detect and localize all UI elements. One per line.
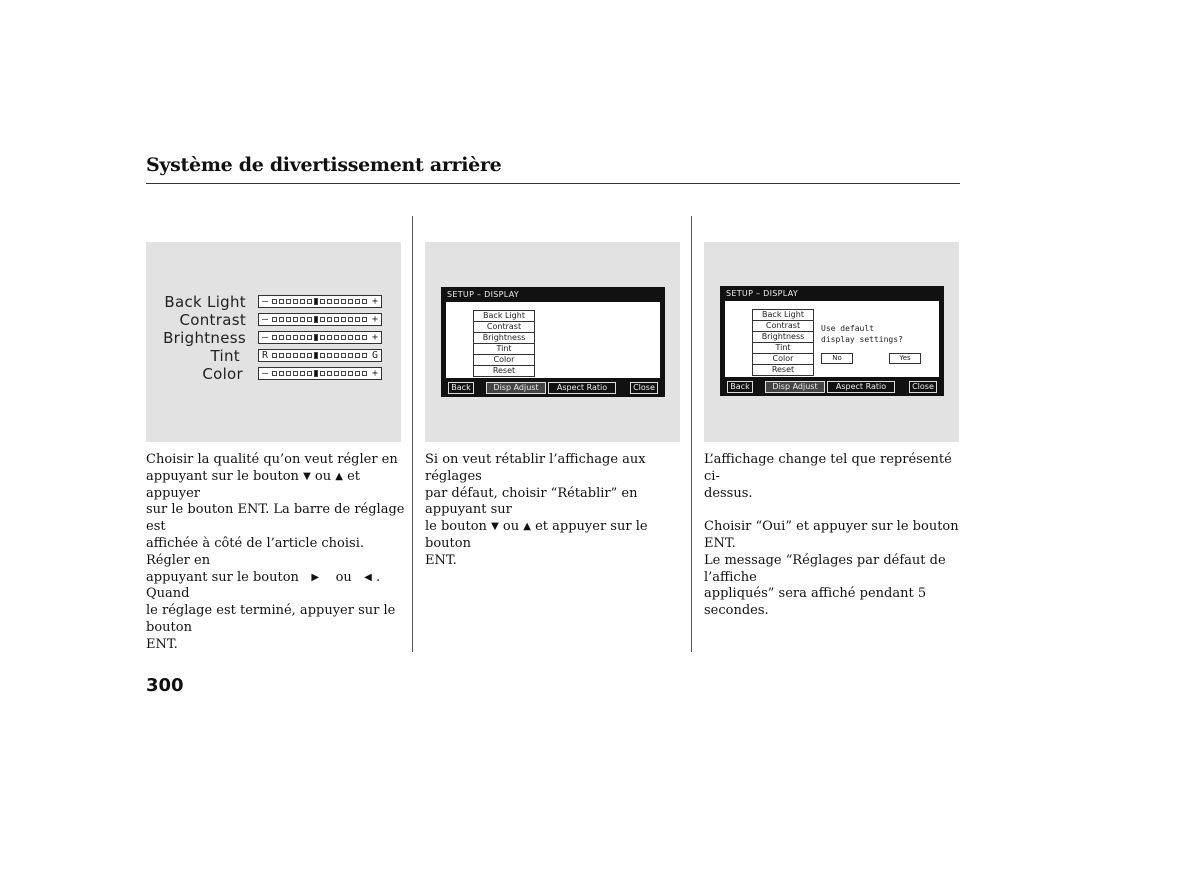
softkey-bar bbox=[446, 382, 660, 394]
adjust-label: Contrast bbox=[179, 311, 246, 329]
bar-right-symbol: + bbox=[371, 314, 379, 325]
text-line: Choisir “Oui” et appuyer sur le bouton ENT. bbox=[704, 519, 959, 551]
column-divider-1 bbox=[412, 216, 413, 652]
menu-item-reset[interactable]: Reset bbox=[492, 366, 516, 375]
instructions-column-3 bbox=[704, 452, 966, 620]
menu-item-reset[interactable]: Reset bbox=[771, 365, 795, 374]
text-fragment: ou bbox=[335, 569, 352, 585]
screen-content bbox=[446, 302, 660, 378]
menu-item-tint[interactable]: Tint bbox=[753, 343, 813, 354]
adjust-bar bbox=[258, 313, 382, 326]
menu-item-color[interactable]: Color bbox=[474, 355, 534, 366]
softkey-back[interactable]: Back bbox=[727, 381, 753, 393]
menu-item-tint[interactable]: Tint bbox=[474, 344, 534, 355]
setup-display-menu-panel bbox=[425, 242, 680, 442]
page-title: Système de divertissement arrière bbox=[146, 154, 502, 176]
bar-right-symbol: + bbox=[371, 296, 379, 307]
text-line: le réglage est terminé, appuyer sur le bouton bbox=[146, 603, 396, 635]
text-fragment: . Quand bbox=[146, 569, 381, 602]
menu-item-back-light[interactable]: Back Light bbox=[753, 310, 813, 321]
menu-item-back-light[interactable]: Back Light bbox=[474, 311, 534, 322]
instructions-column-1 bbox=[146, 452, 406, 654]
adjust-row-color bbox=[146, 367, 402, 385]
setup-display-screen bbox=[720, 286, 944, 396]
bar-right-symbol: + bbox=[371, 368, 379, 379]
text-fragment: ou bbox=[502, 519, 520, 535]
softkey-close[interactable]: Close bbox=[630, 382, 658, 394]
no-button[interactable]: No bbox=[821, 353, 853, 364]
bar-right-symbol: + bbox=[371, 332, 379, 343]
text-line: affichée à côté de l’article choisi. Régler en bbox=[146, 535, 365, 568]
menu-item-contrast[interactable]: Contrast bbox=[753, 321, 813, 332]
adjust-bar bbox=[258, 349, 382, 362]
up-arrow-icon: ▲ bbox=[523, 521, 531, 533]
text-line bbox=[146, 469, 406, 503]
screen-title: SETUP – DISPLAY bbox=[726, 289, 799, 298]
text-line bbox=[425, 519, 687, 553]
softkey-disp-adjust[interactable]: Disp Adjust bbox=[765, 381, 825, 393]
bar-left-symbol: — bbox=[261, 296, 269, 307]
default-settings-prompt bbox=[821, 323, 931, 345]
default-settings-dialog-panel bbox=[704, 242, 959, 442]
text-line: sur le bouton ENT. La barre de réglage est bbox=[146, 502, 405, 535]
text-line: ENT. bbox=[425, 552, 457, 568]
text-fragment: appuyant sur le bouton bbox=[146, 468, 299, 484]
adjust-label: Brightness bbox=[163, 329, 246, 347]
bar-cells bbox=[272, 371, 368, 377]
text-line: Si on veut rétablir l’affichage aux réglages bbox=[425, 452, 646, 484]
menu-item-contrast[interactable]: Contrast bbox=[474, 322, 534, 333]
softkey-back[interactable]: Back bbox=[448, 382, 474, 394]
instructions-column-2 bbox=[425, 452, 687, 570]
down-arrow-icon: ▼ bbox=[303, 470, 311, 482]
bar-cells bbox=[272, 317, 368, 323]
softkey-aspect-ratio[interactable]: Aspect Ratio bbox=[548, 382, 616, 394]
bar-right-symbol: G bbox=[371, 350, 379, 361]
text-line: dessus. bbox=[704, 485, 753, 501]
text-line: ENT. bbox=[146, 636, 178, 652]
bar-cells bbox=[272, 335, 368, 341]
right-arrow-icon: ▶ bbox=[311, 571, 320, 583]
menu-item-brightness[interactable]: Brightness bbox=[474, 333, 534, 344]
text-line: L’affichage change tel que représenté ci- bbox=[704, 452, 952, 484]
screen-content bbox=[725, 301, 939, 377]
adjust-row-tint bbox=[146, 349, 402, 367]
display-menu bbox=[752, 309, 814, 376]
screen-title: SETUP – DISPLAY bbox=[447, 290, 520, 299]
text-line bbox=[146, 570, 406, 604]
title-rule bbox=[146, 183, 960, 184]
text-fragment: appuyant sur le bouton bbox=[146, 569, 299, 585]
bar-cells bbox=[272, 353, 368, 359]
text-line: par défaut, choisir “Rétablir” en appuyant sur bbox=[425, 485, 638, 518]
softkey-close[interactable]: Close bbox=[909, 381, 937, 393]
adjust-row-brightness bbox=[146, 331, 402, 349]
adjust-bar bbox=[258, 295, 382, 308]
menu-item-color[interactable]: Color bbox=[753, 354, 813, 365]
text-line: Le message “Réglages par défaut de l’affiche bbox=[704, 552, 946, 585]
adjust-bar bbox=[258, 331, 382, 344]
adjust-label: Color bbox=[202, 365, 243, 383]
adjust-label: Tint bbox=[210, 347, 240, 365]
prompt-line: Use default bbox=[821, 324, 874, 333]
page-number: 300 bbox=[146, 675, 184, 696]
setup-display-screen bbox=[441, 287, 665, 397]
adjust-label: Back Light bbox=[164, 293, 246, 311]
display-menu bbox=[473, 310, 535, 377]
menu-item-brightness[interactable]: Brightness bbox=[753, 332, 813, 343]
softkey-aspect-ratio[interactable]: Aspect Ratio bbox=[827, 381, 895, 393]
prompt-line: display settings? bbox=[821, 335, 903, 344]
text-fragment: et appuyer bbox=[146, 468, 361, 501]
down-arrow-icon: ▼ bbox=[491, 521, 499, 533]
column-divider-2 bbox=[691, 216, 692, 652]
bar-left-symbol: R bbox=[261, 350, 269, 361]
left-arrow-icon: ◀ bbox=[364, 571, 372, 583]
up-arrow-icon: ▲ bbox=[335, 470, 343, 482]
bar-left-symbol: — bbox=[261, 332, 269, 343]
text-fragment: et appuyer sur le bouton bbox=[425, 519, 648, 551]
softkey-disp-adjust[interactable]: Disp Adjust bbox=[486, 382, 546, 394]
adjustment-bars-panel bbox=[146, 242, 401, 442]
text-fragment: ou bbox=[314, 468, 332, 484]
text-fragment: le bouton bbox=[425, 519, 487, 535]
text-line: appliqués” sera affiché pendant 5 secondes. bbox=[704, 586, 927, 619]
text-line: Choisir la qualité qu’on veut régler en bbox=[146, 452, 398, 467]
bar-cells bbox=[272, 299, 368, 305]
adjust-bar bbox=[258, 367, 382, 380]
bar-left-symbol: — bbox=[261, 314, 269, 325]
softkey-bar bbox=[725, 381, 939, 393]
yes-button[interactable]: Yes bbox=[889, 353, 921, 364]
bar-left-symbol: — bbox=[261, 368, 269, 379]
